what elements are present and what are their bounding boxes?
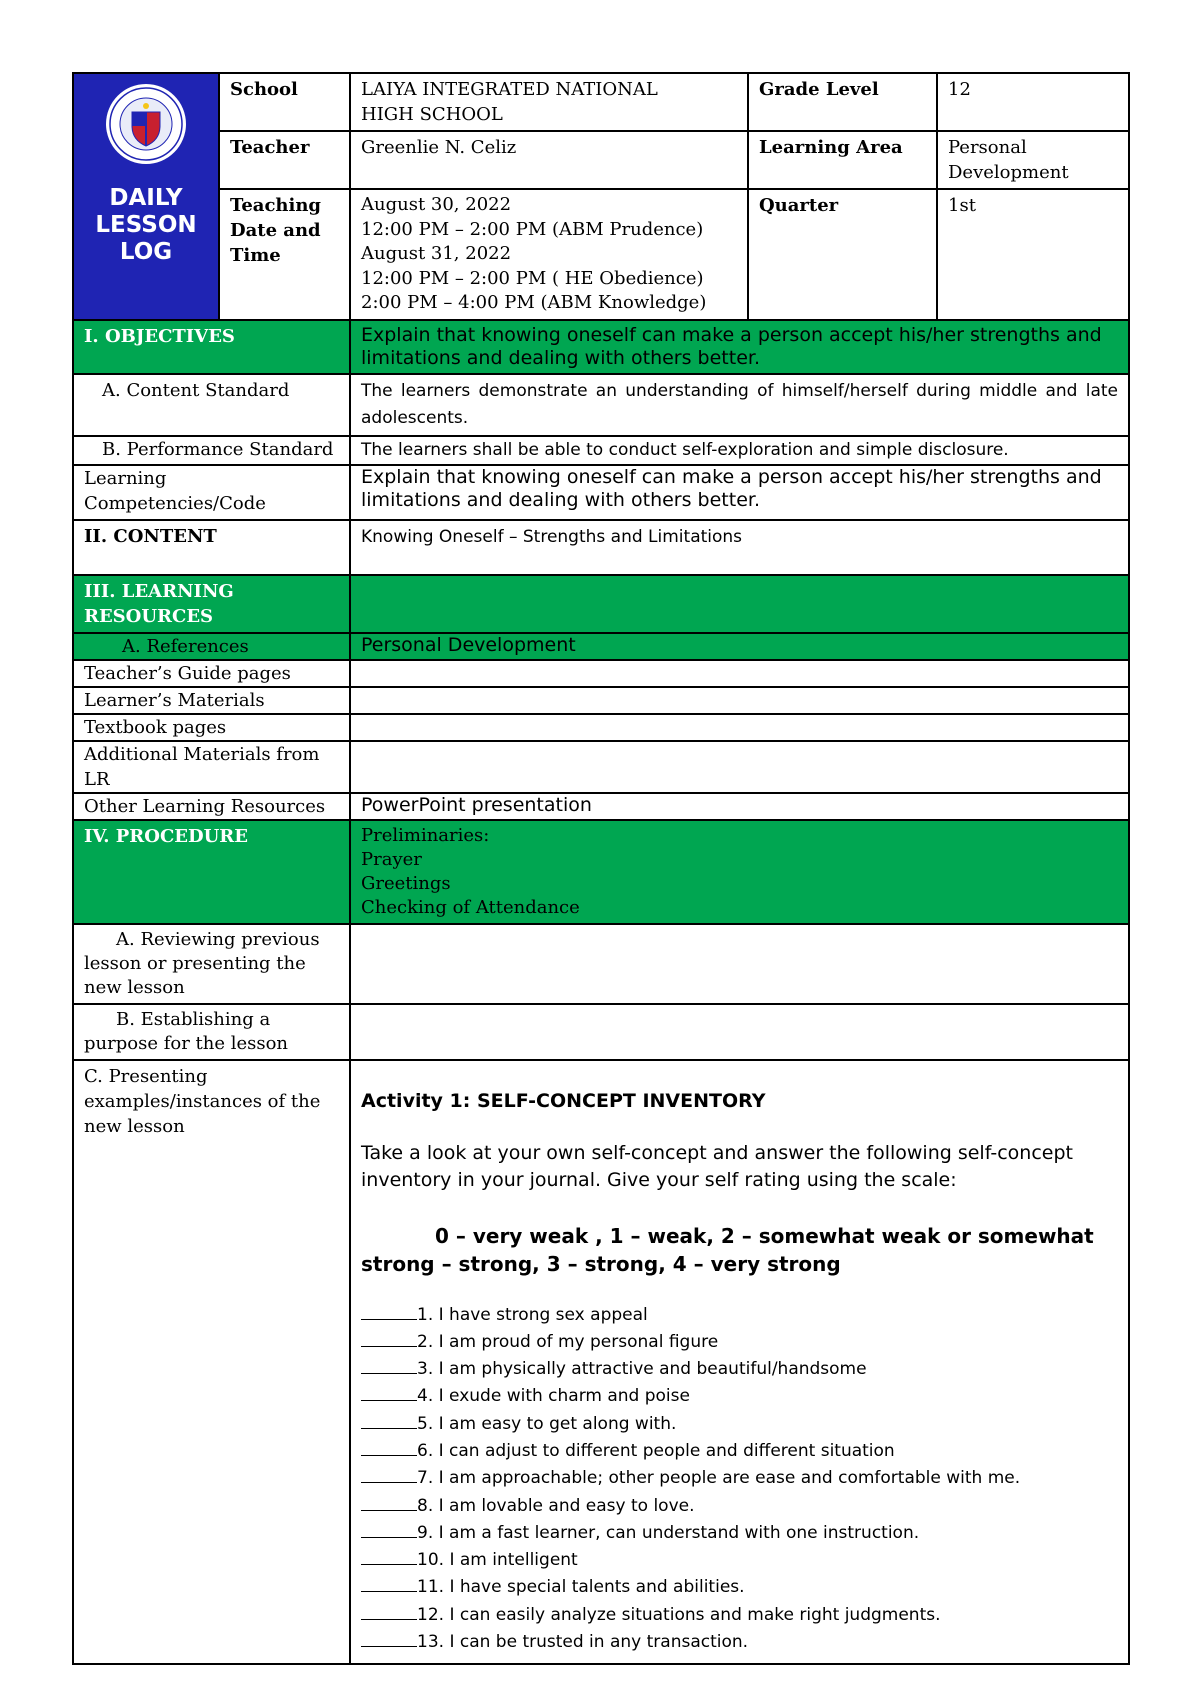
- procedure-label: IV. PROCEDURE: [73, 820, 350, 924]
- answer-blank[interactable]: [361, 1386, 417, 1401]
- learning-area-label: Learning Area: [748, 131, 937, 189]
- other-resources-label: Other Learning Resources: [73, 793, 350, 820]
- answer-blank[interactable]: [361, 1605, 417, 1620]
- teacher-label: Teacher: [219, 131, 350, 189]
- objectives-text: Explain that knowing oneself can make a person accept his/her strengths and limitations and dealing with others better.: [350, 320, 1129, 374]
- list-item: 8. I am lovable and easy to love.: [361, 1493, 1118, 1520]
- answer-blank[interactable]: [361, 1359, 417, 1374]
- teaching-time-label: Teaching Date and Time: [219, 189, 350, 320]
- grade-level-value: 12: [937, 73, 1129, 131]
- additional-materials-label: Additional Materials from LR: [73, 741, 350, 793]
- learning-resources-label: III. LEARNING RESOURCES: [73, 575, 350, 633]
- references-value: Personal Development: [350, 633, 1129, 660]
- list-item: 5. I am easy to get along with.: [361, 1411, 1118, 1438]
- competencies-text: Explain that knowing oneself can make a person accept his/her strengths and limitations and dealing with others better.: [350, 465, 1129, 520]
- answer-blank[interactable]: [361, 1550, 417, 1565]
- learners-materials-label: Learner’s Materials: [73, 687, 350, 714]
- answer-blank[interactable]: [361, 1441, 417, 1456]
- establishing-label: B. Establishing a purpose for the lesson: [73, 1004, 350, 1060]
- additional-materials-value: [350, 741, 1129, 793]
- schedule-value: August 30, 2022 12:00 PM – 2:00 PM (ABM Prudence) August 31, 2022 12:00 PM – 2:00 PM ( HE Obedience) 2:00 PM – 4:00 PM (ABM Knowledge): [350, 189, 748, 320]
- learning-resources-blank: [350, 575, 1129, 633]
- performance-standard-text: The learners shall be able to conduct self-exploration and simple disclosure.: [350, 436, 1129, 465]
- title-line-1: DAILY: [109, 185, 183, 211]
- activity-cell: [350, 1060, 1129, 1664]
- learners-materials-value: [350, 687, 1129, 714]
- list-item: 1. I have strong sex appeal: [361, 1302, 1118, 1329]
- textbook-value: [350, 714, 1129, 741]
- list-item: 10. I am intelligent: [361, 1547, 1118, 1574]
- teacher-value: Greenlie N. Celiz: [350, 131, 748, 189]
- deped-seal-icon: [104, 82, 188, 166]
- competencies-label: Learning Competencies/Code: [73, 465, 350, 520]
- content-standard-text: The learners demonstrate an understanding of himself/herself during middle and late adolescents.: [350, 374, 1129, 436]
- activity-text: Take a look at your own self-concept and answer the following self-concept inventory in your journal. Give your self rating using the scale:: [361, 1141, 1073, 1191]
- list-item: 9. I am a fast learner, can understand with one instruction.: [361, 1520, 1118, 1547]
- title-line-3: LOG: [119, 239, 173, 265]
- school-value: LAIYA INTEGRATED NATIONAL HIGH SCHOOL: [350, 73, 748, 131]
- grade-level-label: Grade Level: [748, 73, 937, 131]
- list-item: 6. I can adjust to different people and different situation: [361, 1438, 1118, 1465]
- answer-blank[interactable]: [361, 1577, 417, 1592]
- answer-blank[interactable]: [361, 1632, 417, 1647]
- lesson-log-page: [72, 72, 1128, 1665]
- list-item: 13. I can be trusted in any transaction.: [361, 1629, 1118, 1656]
- activity-scale: 0 – very weak , 1 – weak, 2 – somewhat weak or somewhat strong – strong, 3 – strong, 4 – very strong: [361, 1223, 1094, 1276]
- list-item: 11. I have special talents and abilities.: [361, 1574, 1118, 1601]
- answer-blank[interactable]: [361, 1305, 417, 1320]
- teachers-guide-label: Teacher’s Guide pages: [73, 660, 350, 687]
- quarter-value: 1st: [937, 189, 1129, 320]
- establishing-value: [350, 1004, 1129, 1060]
- quarter-label: Quarter: [748, 189, 937, 320]
- learning-area-value: Personal Development: [937, 131, 1129, 189]
- list-item: 2. I am proud of my personal figure: [361, 1329, 1118, 1356]
- list-item: 3. I am physically attractive and beautiful/handsome: [361, 1356, 1118, 1383]
- logo-cell: [73, 73, 219, 320]
- content-standard-label: A. Content Standard: [73, 374, 350, 436]
- content-text: Knowing Oneself – Strengths and Limitations: [350, 520, 1129, 575]
- preliminaries: Preliminaries: Prayer Greetings Checking of Attendance: [350, 820, 1129, 924]
- presenting-label: C. Presenting examples/instances of the new lesson: [73, 1060, 350, 1664]
- answer-blank[interactable]: [361, 1332, 417, 1347]
- textbook-label: Textbook pages: [73, 714, 350, 741]
- answer-blank[interactable]: [361, 1523, 417, 1538]
- list-item: 4. I exude with charm and poise: [361, 1383, 1118, 1410]
- teachers-guide-value: [350, 660, 1129, 687]
- answer-blank[interactable]: [361, 1468, 417, 1483]
- answer-blank[interactable]: [361, 1414, 417, 1429]
- activity-title: Activity 1: SELF-CONCEPT INVENTORY: [361, 1089, 766, 1112]
- title-line-2: LESSON: [95, 212, 197, 238]
- list-item: 12. I can easily analyze situations and make right judgments.: [361, 1602, 1118, 1629]
- other-resources-value: PowerPoint presentation: [350, 793, 1129, 820]
- list-item: 7. I am approachable; other people are ease and comfortable with me.: [361, 1465, 1118, 1492]
- performance-standard-label: B. Performance Standard: [73, 436, 350, 465]
- inventory-list: [361, 1302, 1118, 1657]
- objectives-label: I. OBJECTIVES: [73, 320, 350, 374]
- references-label: A. References: [73, 633, 350, 660]
- school-label: School: [219, 73, 350, 131]
- reviewing-label: A. Reviewing previous lesson or presenting the new lesson: [73, 924, 350, 1004]
- answer-blank[interactable]: [361, 1496, 417, 1511]
- lesson-log-table: [72, 72, 1130, 1665]
- content-label: II. CONTENT: [73, 520, 350, 575]
- reviewing-value: [350, 924, 1129, 1004]
